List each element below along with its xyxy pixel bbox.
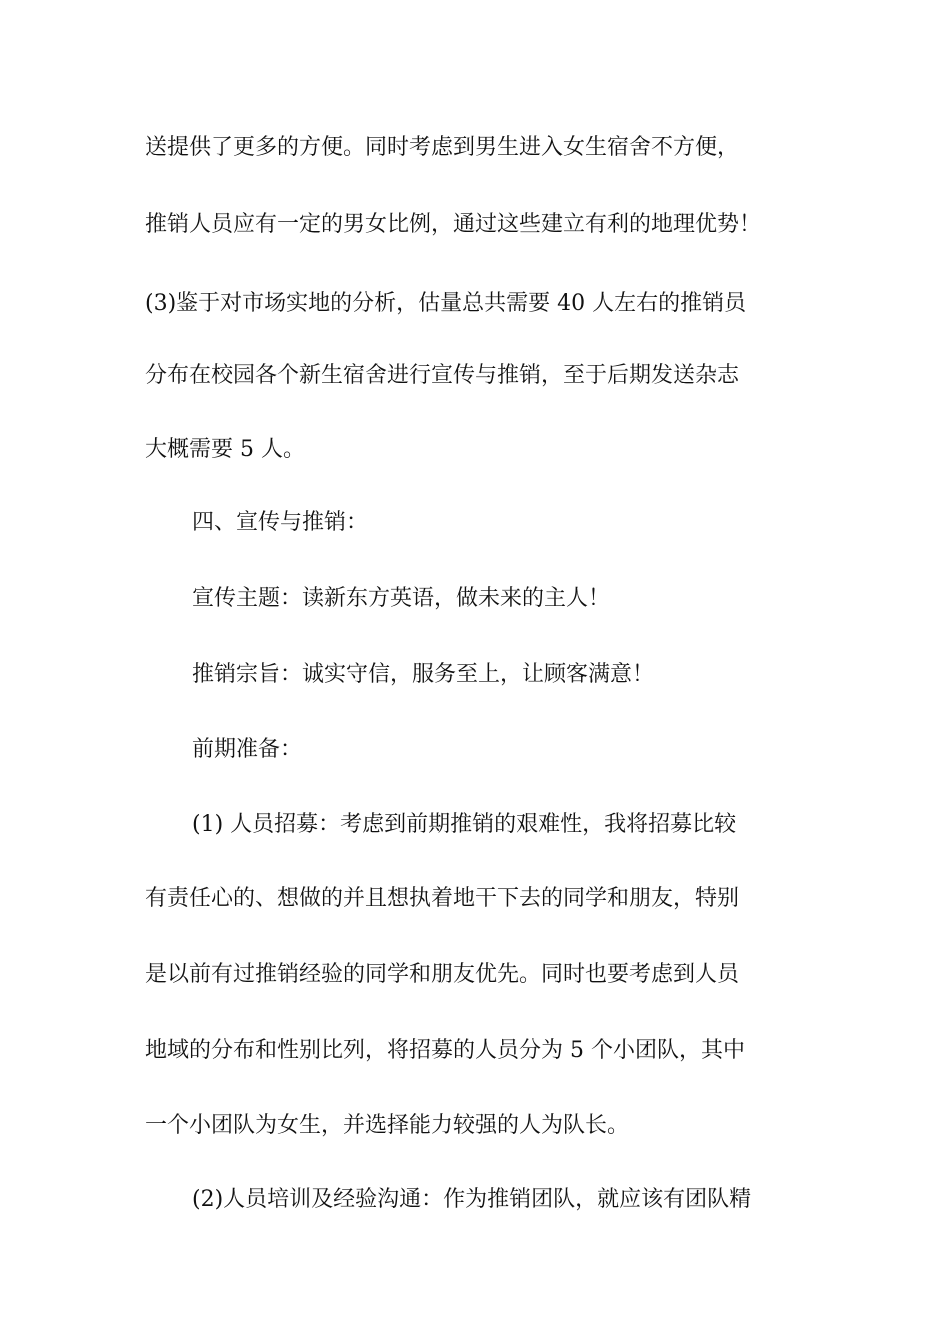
section-heading: 四、宣传与推销： — [192, 510, 369, 535]
text-line: 有责任心的、想做的并且想执着地干下去的同学和朋友，特别 — [145, 886, 740, 911]
text-line: 前期准备： — [192, 737, 303, 762]
text-line: (1) 人员招募：考虑到前期推销的艰难性，我将招募比较 — [192, 812, 737, 837]
text-line: 推销人员应有一定的男女比例，通过这些建立有利的地理优势！ — [145, 212, 762, 237]
text-line: 分布在校园各个新生宿舍进行宣传与推销，至于后期发送杂志 — [145, 363, 740, 388]
text-line: (2)人员培训及经验沟通：作为推销团队，就应该有团队精 — [192, 1187, 752, 1212]
text-line: 送提供了更多的方便。同时考虑到男生进入女生宿舍不方便， — [145, 135, 740, 160]
text-line: 推销宗旨：诚实守信，服务至上，让顾客满意！ — [192, 662, 655, 687]
text-line: 宣传主题：读新东方英语，做未来的主人！ — [192, 586, 611, 611]
text-line: 地域的分布和性别比列，将招募的人员分为 5 个小团队，其中 — [145, 1038, 745, 1063]
text-line: 大概需要 5 人。 — [145, 437, 305, 462]
text-line: (3)鉴于对市场实地的分析，估量总共需要 40 人左右的推销员 — [145, 291, 747, 316]
text-line: 是以前有过推销经验的同学和朋友优先。同时也要考虑到人员 — [145, 962, 740, 987]
text-line: 一个小团队为女生，并选择能力较强的人为队长。 — [145, 1113, 630, 1138]
